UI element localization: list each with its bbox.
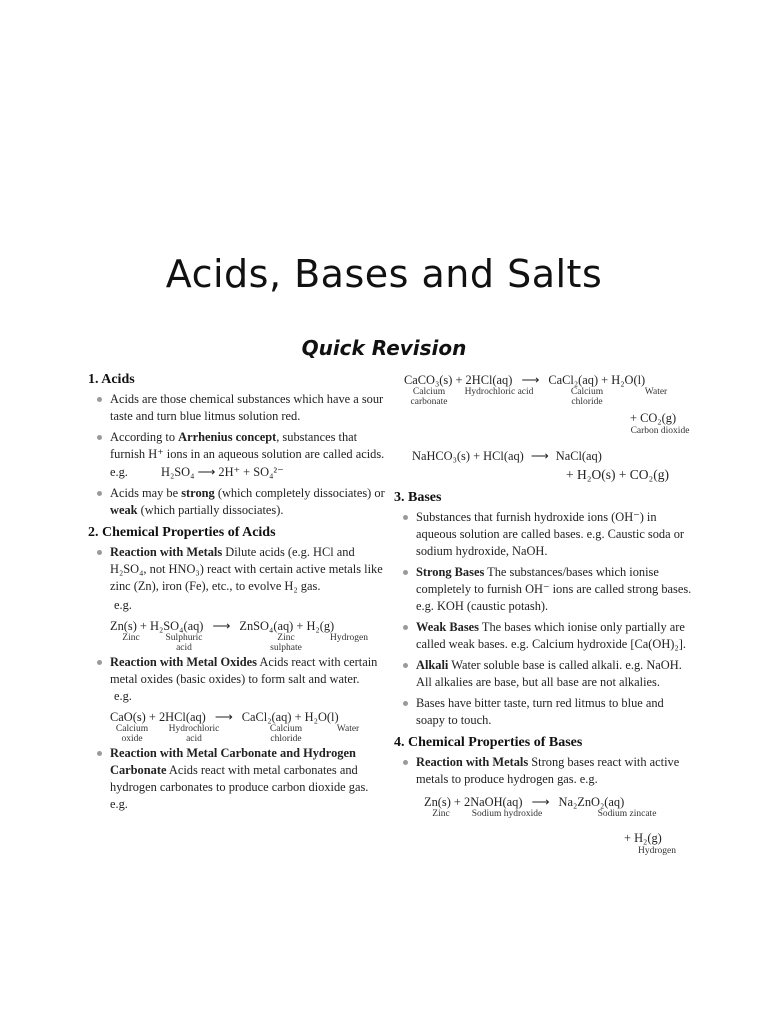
arrow-icon: ⟶ (521, 373, 540, 387)
arrow-icon: ⟶ (530, 449, 549, 463)
section-heading-chem-acids: 2. Chemical Properties of Acids (88, 525, 276, 540)
page-title: Acids, Bases and Salts (165, 252, 603, 296)
section-heading-bases: 3. Bases (394, 490, 442, 505)
list-item: Acids are those chemical substances which have a sour taste and turn blue litmus solution red. (88, 391, 388, 425)
right-column: CaCO₃(s) + 2HCl(aq) ⟶ CaCl₂(aq) + H₂O(l) Calcium carbonate Hydrochloric acid Calcium chloride Water + CO₂(g) Carbon dioxide NaHCO₃(s) + HCl(aq) ⟶ NaCl(aq) + H₂O(s) + CO₂(g) 3. Bases Substances that furnish hydroxide ions (OH⁻) in aqueous solution are called bases. e.g. Caustic soda or sodium hydroxide, NaOH. Strong Bases The substances/bases which ionise completely to furnish OH⁻ ions are called strong bases. e.g. KOH (caustic potash). Weak Bases The bases which ionise only partially are called weak bases. e.g. Calcium hydroxide [Ca(OH)₂]. Alkali Water soluble base is called alkali. e.g. NaOH. All alkalies are base, but all base are not alkalies. Bases have bitter taste, turn red litmus to blue and soapy to touch. 4. Chemical Properties of Bases Reaction with Metals Strong bases react with active metals to produce hydrogen gas. e.g. Zn(s) + 2NaOH(aq) ⟶ Na₂ZnO₂(aq) Zinc Sodium hydroxide Sodium zincate + H₂(g) Hydrogen (394, 370, 694, 860)
chem-bases-list (394, 754, 694, 788)
list-item: Substances that furnish hydroxide ions (OH⁻) in aqueous solution are called bases. e.g. Caustic soda or sodium hydroxide, NaOH. (394, 509, 694, 560)
equation-text: H₂SO₄ ⟶ 2H⁺ + SO₄²⁻ (161, 465, 284, 479)
list-item: Alkali Water soluble base is called alkali. e.g. NaOH. All alkalies are base, but all base are not alkalies. (394, 657, 694, 691)
list-item: Acids may be strong (which completely dissociates) or weak (which partially dissociates). (88, 485, 388, 519)
acids-list (88, 391, 388, 519)
example-label: e.g. (114, 689, 132, 703)
arrow-icon: ⟶ (531, 795, 550, 809)
arrow-icon: ⟶ (212, 619, 231, 633)
page-subtitle: Quick Revision (301, 336, 467, 360)
example-label: e.g. (114, 598, 132, 612)
equation-sodium-bicarbonate: NaHCO₃(s) + HCl(aq) ⟶ NaCl(aq) + H₂O(s) + CO₂(g) (412, 449, 670, 482)
list-item: Reaction with Metal Oxides Acids react with certain metal oxides (basic oxides) to form salt and water. e.g. (88, 654, 388, 705)
equation-calcium-carbonate: CaCO₃(s) + 2HCl(aq) ⟶ CaCl₂(aq) + H₂O(l) Calcium carbonate Hydrochloric acid Calcium chloride Water (404, 373, 668, 407)
arrow-icon: ⟶ (214, 710, 233, 724)
example-line: e.g. H₂SO₄ ⟶ 2H⁺ + SO₄²⁻ (110, 465, 284, 479)
equation-calcium-oxide: CaO(s) + 2HCl(aq) ⟶ CaCl₂(aq) + H₂O(l) Calcium oxide Hydrochloric acid Calcium chloride Water (110, 710, 360, 744)
equation-zinc-sulphuric: Zn(s) + H₂SO₄(aq) ⟶ ZnSO₄(aq) + H₂(g) Zinc Sulphuric acid Zinc sulphate Hydrogen (110, 619, 368, 653)
list-item: According to Arrhenius concept, substances that furnish H⁺ ions in an aqueous solution are called acids. e.g. H₂SO₄ ⟶ 2H⁺ + SO₄²⁻ (88, 429, 388, 481)
list-item: Reaction with Metals Strong bases react with active metals to produce hydrogen gas. e.g. (394, 754, 694, 788)
list-item: Weak Bases The bases which ionise only partially are called weak bases. e.g. Calcium hydroxide [Ca(OH)₂]. (394, 619, 694, 653)
left-column (88, 370, 388, 817)
section-heading-chem-bases: 4. Chemical Properties of Bases (394, 735, 583, 750)
equation-zinc-sodium-hydroxide: Zn(s) + 2NaOH(aq) ⟶ Na₂ZnO₂(aq) Zinc Sodium hydroxide Sodium zincate (424, 795, 657, 819)
list-item: Strong Bases The substances/bases which ionise completely to furnish OH⁻ ions are called strong bases. e.g. KOH (caustic potash). (394, 564, 694, 615)
list-item: Reaction with Metal Carbonate and Hydrogen Carbonate Acids react with metal carbonates and hydrogen carbonates to produce carbon dioxide gas. e.g. (88, 745, 388, 813)
list-item: Reaction with Metals Dilute acids (e.g. HCl and H₂SO₄, not HNO₃) react with certain active metals like zinc (Zn), iron (Fe), etc., to evolve H₂ gas. e.g. (88, 544, 388, 614)
chem-acids-list (88, 544, 388, 614)
list-item: Bases have bitter taste, turn red litmus to blue and soapy to touch. (394, 695, 694, 729)
bases-list (394, 509, 694, 729)
section-heading-acids: 1. Acids (88, 372, 135, 387)
